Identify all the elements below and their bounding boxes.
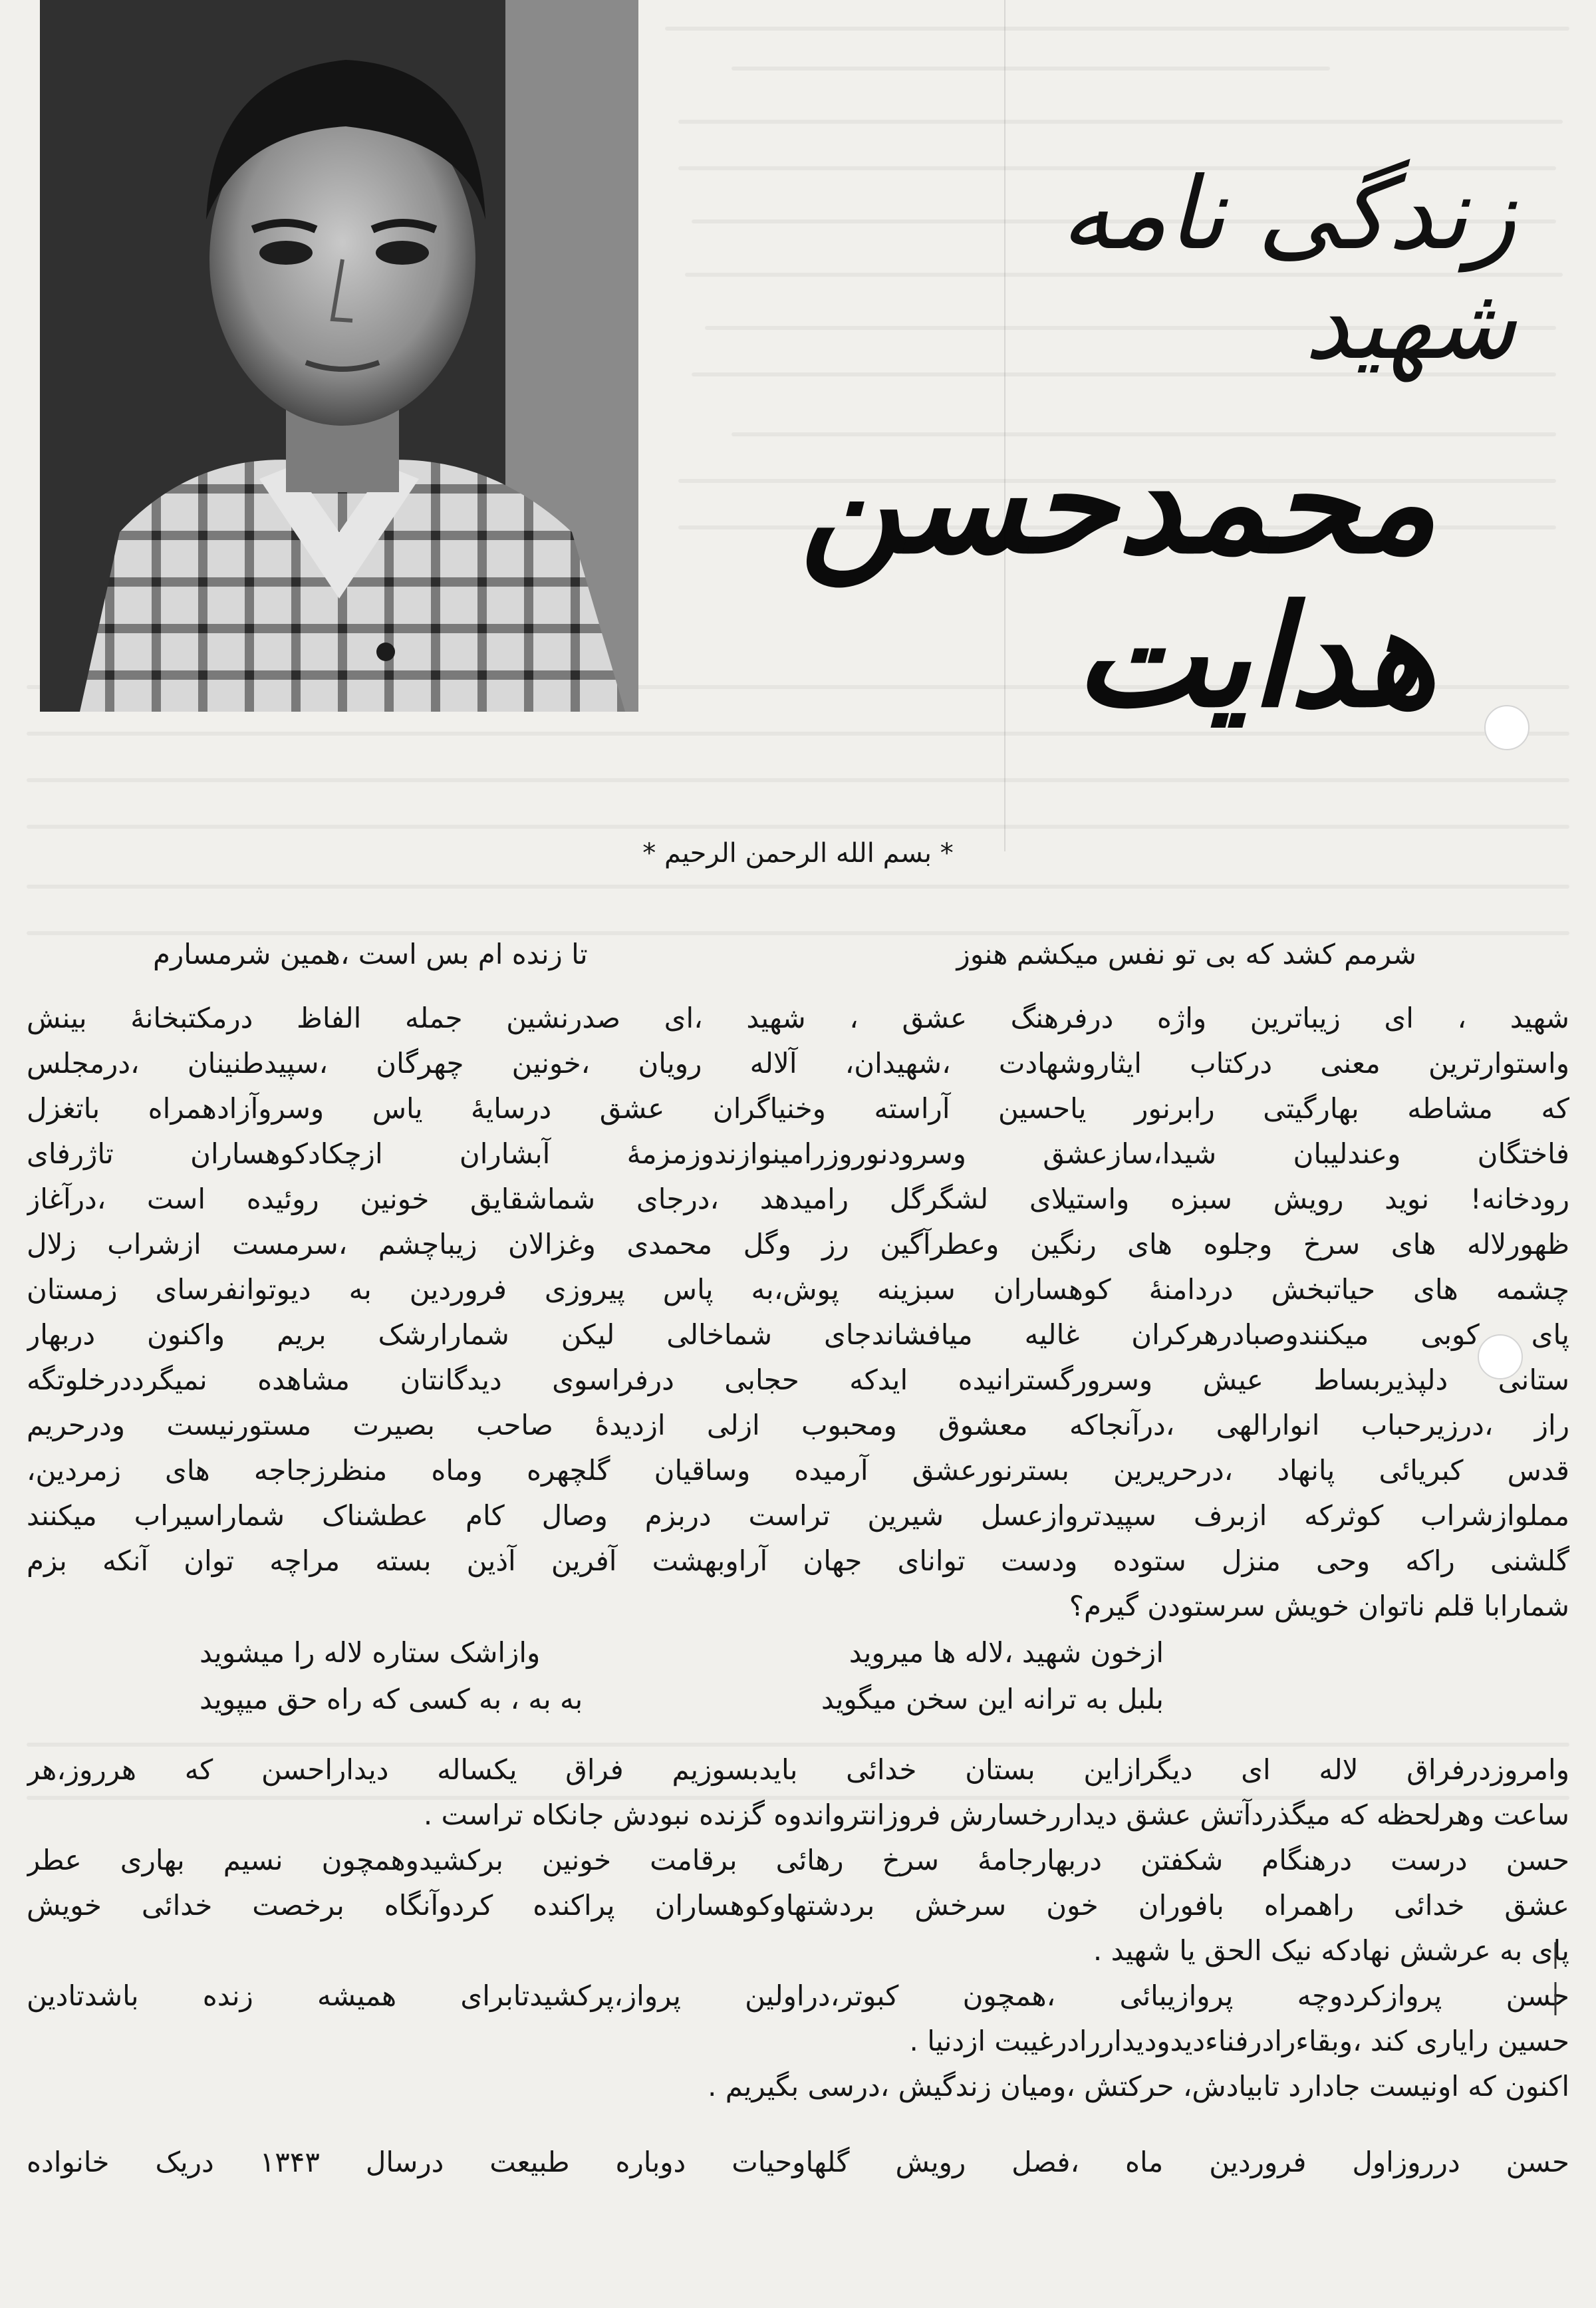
paragraph-line: حسن پروازکردوچه پروازیبائی ،همچون کبوتر،دراولین پرواز،پرکشیدتابرای همیشه زنده باشدتادین	[27, 1979, 1569, 2012]
paragraph-line: پای به عرشش نهادکه نیک الحق یا شهید .	[1093, 1934, 1569, 1967]
martyr-portrait-photo	[40, 0, 638, 712]
martyr-name: محمدحسن هدایت	[800, 420, 1436, 738]
verse-couplet	[153, 1636, 1416, 1676]
paragraph-line: که مشاطه بهارگیتی رابرنور یاحسین آراسته وخنیاگران عشق درسایهٔ یاس وسروآزادهمراه باتغزل	[27, 1092, 1569, 1125]
verse-couplet	[153, 1683, 1416, 1723]
paragraph-line: ساعت وهرلحظه که میگذردآتش عشق دیداررخسارش فروزانترواندوه گزنده نبودش جانکاه تراست .	[423, 1799, 1569, 1831]
paragraph-line: وامروزدرفراق لاله ای دیگرازاین بستان خدائی بایدبسوزیم فراق یکساله دیداراحسن که هرروز،هر	[27, 1753, 1569, 1786]
paragraph-line: عشق خدائی راهمراه بافوران خون سرخش بردشتهاوکوهساران پراکنده کردوآنگاه برخصت خدائی خویش	[27, 1889, 1569, 1922]
verse-hemistich-right: ازخون شهید ،لاله ها میروید	[849, 1636, 1164, 1669]
paragraph-line: فاختگان وعندلیبان شیدا،سازعشق وسرودنوروزرامینوازندوزمزمهٔ آبشاران ازچکادکوهساران تاژرفای	[27, 1137, 1569, 1170]
paragraph-line: راز ،درزیرحباب انوارالهی ،درآنجاکه معشوق ومحبوب ازلی ازدیدهٔ صاحب بصیرت مستورنیست ودرحریم	[27, 1409, 1569, 1441]
paragraph-line: حسین رایاری کند ،وبقاءرادرفناءدیدودیداررادرغیبت ازدنیا .	[909, 2025, 1569, 2057]
opening-verse	[153, 938, 1416, 978]
paragraph-line: شهید ، ای زیباترین واژه درفرهنگ عشق ، شهید ،ای صدرنشین جمله الفاظ درمکتبخانهٔ بینش	[27, 1002, 1569, 1034]
paragraph-line: واستوارترین معنی درکتاب ایثاروشهادت ،شهیدان، آلاله رویان ،خونین چهرگان ،سپیدطنینان ،درمجلس	[27, 1047, 1569, 1080]
paragraph-line: گلشنی راکه وحی منزل ستوده ودست توانای جهان آراوبهشت آفرین آذین بسته مراچه توان آنکه بزم	[27, 1544, 1569, 1577]
title-block	[732, 156, 1516, 738]
bismillah-heading: * بسم الله الرحمن الرحیم *	[642, 838, 954, 869]
margin-pencil-marks	[1553, 1942, 1558, 2015]
paragraph-line: چشمه های حیاتبخش دردامنهٔ کوهساران سبزینه پوش،به پاس پیروزی فروردین به دیوتوانفرسای زمستان	[27, 1273, 1569, 1306]
paragraph-line: حسن درست درهنگام شکفتن دربهارجامهٔ سرخ رهائی برقامت خونین برکشیدوهمچون نسیم بهاری عطر	[27, 1844, 1569, 1876]
page-fold-line	[1004, 0, 1005, 851]
paragraph-line: حسن درروزاول فروردین ماه ،فصل رویش گلهاوحیات دوباره طبیعت درسال ۱۳۴۳ دریک خانواده	[27, 2146, 1569, 2178]
paragraph-line: ستانی دلپذیربساط عیش وسرورگسترانیده ایدکه حجابی درفراسوی دیدگانتان مشاهده نمیگرددرخلوتگه	[27, 1364, 1569, 1396]
opening-verse-left: تا زنده ام بس است ،همین شرمسارم	[153, 938, 588, 970]
paragraph-line: قدس کبریائی پانهاد ،درحریرین بسترنورعشق آرمیده وساقیان گلچهره وماه منظرزجاجه های زمردین،	[27, 1454, 1569, 1487]
verse-hemistich-left: به به ، به کسی که راه حق میپوید	[200, 1683, 583, 1715]
paragraph-line: اکنون که اونیست جادارد تابیادش، حرکتش ،ومیان زندگیش ،درسی بگیریم .	[708, 2070, 1569, 2102]
verse-hemistich-right: بلبل به ترانه این سخن میگوید	[821, 1683, 1164, 1715]
paragraph-line: شمارابا قلم ناتوان خویش سرستودن گیرم؟	[1069, 1590, 1569, 1622]
paragraph-line: پای کوبی میکنندوصبادرهرکران غالیه میافشاندجای شماخالی لیکن شمارارشک بریم واکنون دربهار	[27, 1318, 1569, 1351]
paragraph-line: مملوازشراب کوثرکه ازبرف سپیدتروازعسل شیرین تراست دربزم وصال کام عطشناک شماراسیراب میکنند	[27, 1499, 1569, 1532]
opening-verse-right: شرمم کشد که بی تو نفس میکشم هنوز	[956, 938, 1416, 970]
binder-hole-top	[1484, 705, 1530, 750]
verse-hemistich-left: وازاشک ستاره لاله را میشوید	[200, 1636, 541, 1669]
paragraph-line: ظهورلاله های سرخ وجلوه های رنگین وعطرآگین رز وگل محمدی وغزالان زیباچشم ،سرمست ازشراب زلال	[27, 1228, 1569, 1260]
paragraph-line: رودخانه! نوید رویش سبزه واستیلای لشگرگل رامیدهد ،درجای شماشقایق خونین روئیده است ،درآغاز	[27, 1183, 1569, 1215]
biography-title: زندگی نامه شهید	[1060, 156, 1516, 382]
